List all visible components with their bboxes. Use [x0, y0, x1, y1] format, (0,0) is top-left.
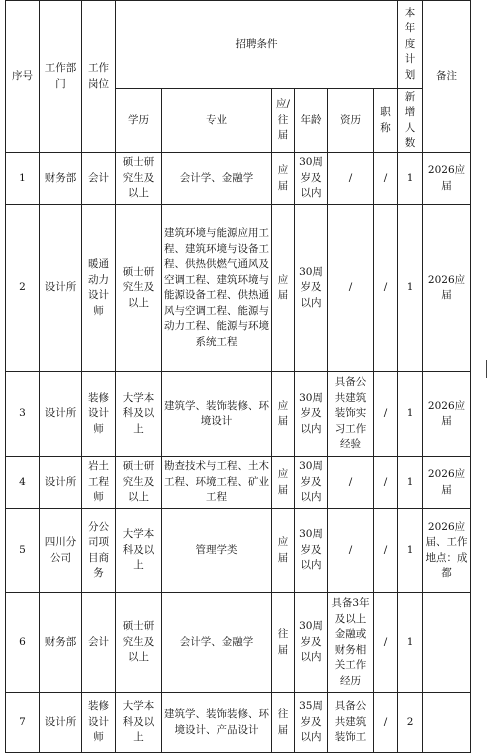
header-plan: 本年度计划 [398, 1, 423, 89]
cell-education: 硕士研究生及以上 [116, 153, 162, 205]
table-row [6, 153, 471, 205]
header-new-hires: 新增人数 [398, 89, 423, 153]
header-remark: 备注 [423, 1, 471, 153]
cell-post: 暖通动力设计师 [82, 205, 116, 372]
cell-education: 硕士研究生及以上 [116, 593, 162, 693]
header-major: 专业 [162, 89, 272, 153]
cell-title: / [374, 457, 398, 509]
cell-post: 装修设计师 [82, 372, 116, 457]
cell-count: 1 [398, 457, 423, 509]
cell-education: 大学本科及以上 [116, 693, 162, 753]
header-post: 工作岗位 [82, 1, 116, 153]
cell-fresh: 应届 [272, 153, 295, 205]
cell-remark: 2026应届、工作地点：成都 [423, 509, 471, 593]
cell-title: / [374, 509, 398, 593]
cell-education: 硕士研究生及以上 [116, 457, 162, 509]
cell-age: 30周岁及以内 [295, 205, 328, 372]
cell-remark: 2026应届 [423, 457, 471, 509]
cell-post: 装修设计师 [82, 693, 116, 753]
cell-education: 大学本科及以上 [116, 372, 162, 457]
cell-post: 分公司项目商务 [82, 509, 116, 593]
cell-remark [423, 593, 471, 693]
cell-age: 30周岁及以内 [295, 457, 328, 509]
cell-index: 6 [6, 593, 40, 693]
cell-qualification: / [328, 205, 374, 372]
table-row [6, 693, 471, 753]
cell-count: 1 [398, 372, 423, 457]
cell-qualification: 具备3年及以上金融或财务相关工作经历 [328, 593, 374, 693]
cell-index: 5 [6, 509, 40, 593]
header-age: 年龄 [295, 89, 328, 153]
cell-age: 35周岁及以内 [295, 693, 328, 753]
header-qualification: 资历 [328, 89, 374, 153]
recruitment-table [5, 0, 471, 753]
cell-major: 会计学、金融学 [162, 593, 272, 693]
cell-remark: 2026应届 [423, 153, 471, 205]
table-row [6, 205, 471, 372]
cell-count: 1 [398, 593, 423, 693]
cell-index: 2 [6, 205, 40, 372]
cell-fresh: 应届 [272, 509, 295, 593]
header-index: 序号 [6, 1, 40, 153]
cell-title: / [374, 693, 398, 753]
cell-dept: 设计所 [40, 372, 82, 457]
cell-title: / [374, 153, 398, 205]
cell-title: / [374, 372, 398, 457]
cell-index: 4 [6, 457, 40, 509]
header-fresh: 应/往届 [272, 89, 295, 153]
cell-title: / [374, 205, 398, 372]
table-row [6, 509, 471, 593]
cell-fresh: 应届 [272, 372, 295, 457]
cell-dept: 设计所 [40, 457, 82, 509]
cell-age: 30周岁及以内 [295, 593, 328, 693]
cell-major: 建筑学、装饰装修、环境设计、产品设计 [162, 693, 272, 753]
cell-dept: 财务部 [40, 153, 82, 205]
cell-major: 建筑学、装饰装修、环境设计 [162, 372, 272, 457]
cell-fresh: 应届 [272, 205, 295, 372]
cell-education: 硕士研究生及以上 [116, 205, 162, 372]
cell-qualification: 具备公共建筑装饰实习工作经验 [328, 372, 374, 457]
header-title: 职称 [374, 89, 398, 153]
cell-major: 勘查技术与工程、土木工程、环境工程、矿业工程 [162, 457, 272, 509]
cell-count: 2 [398, 693, 423, 753]
table-row [6, 457, 471, 509]
cell-dept: 财务部 [40, 593, 82, 693]
cell-major: 会计学、金融学 [162, 153, 272, 205]
cell-qualification: / [328, 153, 374, 205]
cell-major: 管理学类 [162, 509, 272, 593]
table-row [6, 593, 471, 693]
cell-index: 7 [6, 693, 40, 753]
cell-qualification: / [328, 509, 374, 593]
table-row [6, 372, 471, 457]
cell-index: 3 [6, 372, 40, 457]
cell-post: 会计 [82, 153, 116, 205]
cell-age: 30周岁及以内 [295, 372, 328, 457]
cell-major: 建筑环境与能源应用工程、建筑环境与设备工程、供热供燃气通风及空调工程、建筑环境与能源设备工程、供热通风与空调工程、能源与动力工程、能源与环境系统工程 [162, 205, 272, 372]
header-education: 学历 [116, 89, 162, 153]
cell-count: 1 [398, 153, 423, 205]
cell-title: / [374, 593, 398, 693]
cell-dept: 设计所 [40, 693, 82, 753]
cell-index: 1 [6, 153, 40, 205]
header-dept: 工作部门 [40, 1, 82, 153]
cell-qualification: / [328, 457, 374, 509]
cell-qualification: 具备公共建筑装饰工 [328, 693, 374, 753]
cell-education: 大学本科及以上 [116, 509, 162, 593]
cell-age: 30周岁及以内 [295, 509, 328, 593]
cell-fresh: 应届 [272, 457, 295, 509]
scroll-marker [486, 360, 487, 378]
cell-fresh: 往届 [272, 693, 295, 753]
cell-post: 会计 [82, 593, 116, 693]
cell-dept: 设计所 [40, 205, 82, 372]
cell-count: 1 [398, 509, 423, 593]
header-conditions: 招聘条件 [116, 1, 398, 89]
cell-remark [423, 693, 471, 753]
cell-remark: 2026应届 [423, 205, 471, 372]
cell-fresh: 往届 [272, 593, 295, 693]
cell-remark: 2026应届 [423, 372, 471, 457]
cell-count: 1 [398, 205, 423, 372]
cell-post: 岩土工程师 [82, 457, 116, 509]
cell-age: 30周岁及以内 [295, 153, 328, 205]
cell-dept: 四川分公司 [40, 509, 82, 593]
